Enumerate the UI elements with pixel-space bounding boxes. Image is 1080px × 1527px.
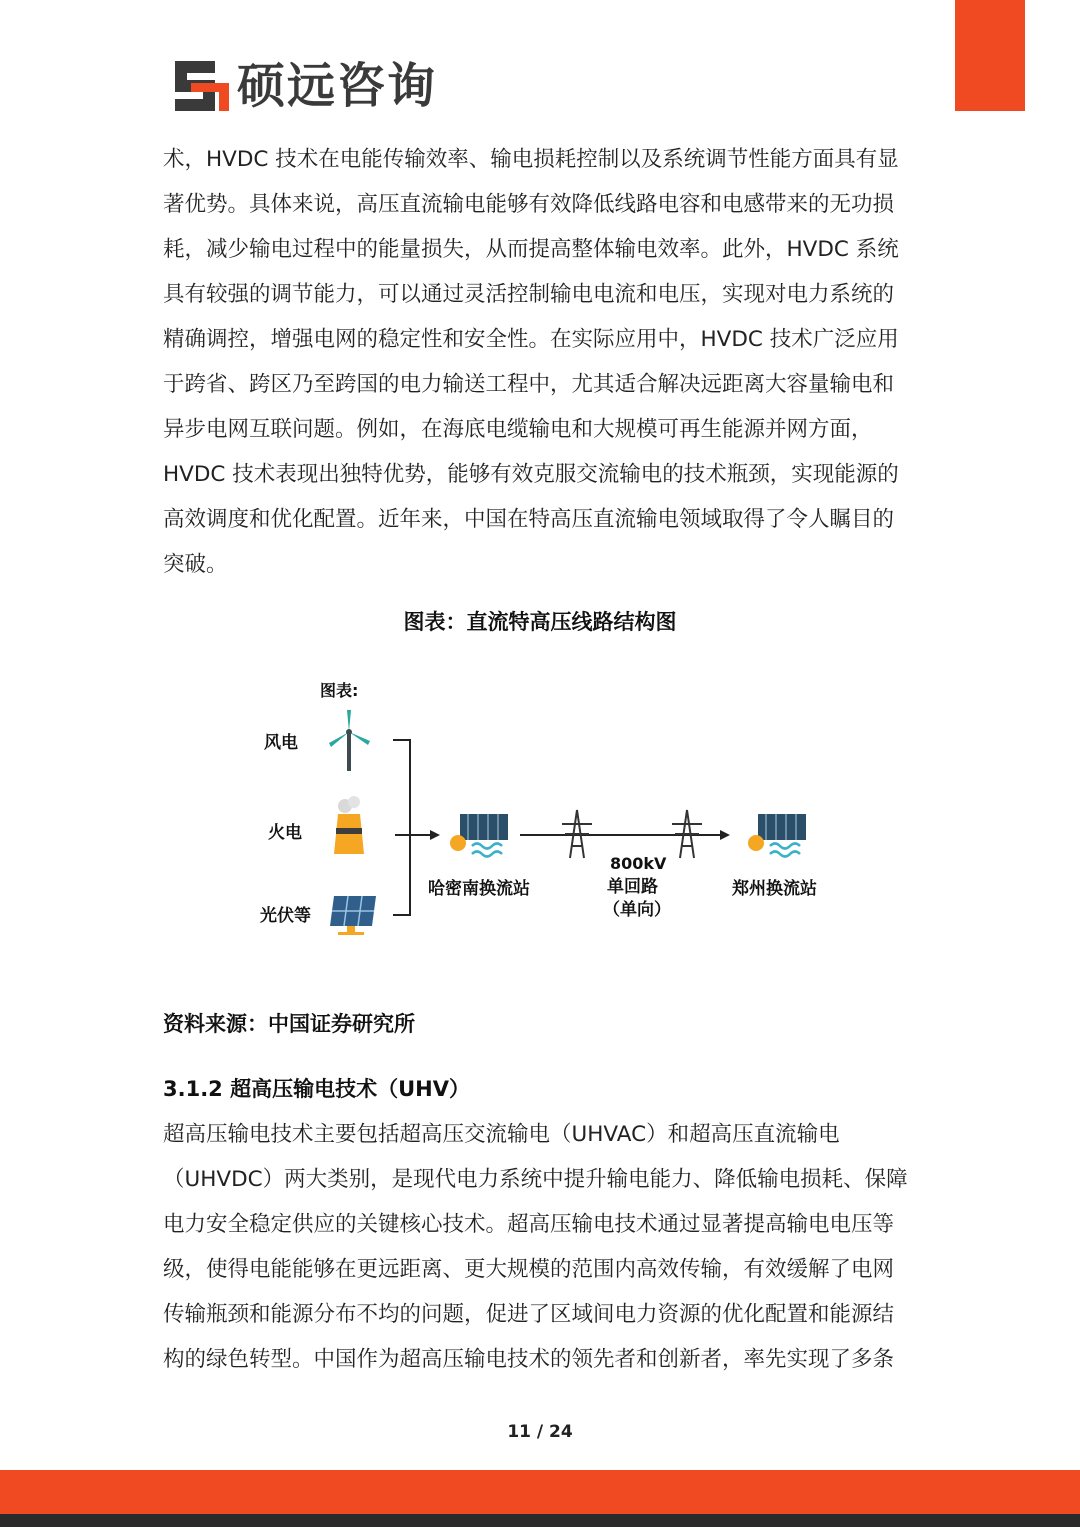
paragraph-line: 耗，减少输电过程中的能量损失，从而提高整体输电效率。此外，HVDC 系统 bbox=[163, 237, 899, 262]
solar-panel-icon bbox=[330, 896, 376, 935]
paragraph-line: 高效调度和优化配置。近年来，中国在特高压直流输电领域取得了令人瞩目的 bbox=[163, 507, 895, 532]
source-label-thermal: 火电 bbox=[268, 823, 302, 843]
body-paragraph-1 bbox=[163, 137, 908, 587]
source-label-solar: 光伏等 bbox=[260, 906, 311, 926]
figure-title: 图表：直流特高压线路结构图 bbox=[403, 610, 677, 634]
station-from-label: 哈密南换流站 bbox=[428, 879, 530, 899]
body-paragraph-2 bbox=[163, 1112, 908, 1382]
line-voltage-label: 800kV bbox=[610, 854, 667, 873]
station-to-label: 郑州换流站 bbox=[732, 879, 817, 899]
line-direction-label: （单向） bbox=[603, 900, 671, 920]
section-heading: 3.1.2 超高压输电技术（UHV） bbox=[163, 1077, 470, 1101]
logo-mark-icon bbox=[175, 61, 229, 111]
converter-station-icon bbox=[748, 814, 806, 857]
company-logo bbox=[175, 58, 437, 114]
paragraph-line: 传输瓶颈和能源分布不均的问题，促进了区域间电力资源的优化配置和能源结 bbox=[163, 1302, 895, 1327]
wind-turbine-icon bbox=[329, 710, 370, 771]
uhvdc-line-diagram bbox=[250, 668, 850, 953]
header-accent-tab bbox=[955, 0, 1025, 111]
converter-station-icon bbox=[450, 814, 508, 857]
paragraph-line: 突破。 bbox=[163, 552, 228, 577]
paragraph-line: HVDC 技术表现出独特优势，能够有效克服交流输电的技术瓶颈，实现能源的 bbox=[163, 462, 899, 487]
paragraph-line: 术，HVDC 技术在电能传输效率、输电损耗控制以及系统调节性能方面具有显 bbox=[163, 147, 899, 172]
paragraph-line: 异步电网互联问题。例如，在海底电缆输电和大规模可再生能源并网方面， bbox=[163, 417, 873, 442]
paragraph-line: 电力安全稳定供应的关键核心技术。超高压输电技术通过显著提高输电电压等 bbox=[163, 1212, 895, 1237]
line-type-label: 单回路 bbox=[607, 877, 658, 897]
paragraph-line: 于跨省、跨区乃至跨国的电力输送工程中，尤其适合解决远距离大容量输电和 bbox=[163, 372, 895, 397]
logo-text: 硕远咨询 bbox=[237, 58, 438, 114]
paragraph-line: 精确调控，增强电网的稳定性和安全性。在实际应用中，HVDC 技术广泛应用 bbox=[163, 327, 899, 352]
source-bracket bbox=[393, 740, 410, 915]
paragraph-line: （UHVDC）两大类别，是现代电力系统中提升输电能力、降低输电损耗、保障 bbox=[163, 1167, 908, 1192]
paragraph-line: 著优势。具体来说，高压直流输电能够有效降低线路电容和电感带来的无功损 bbox=[163, 192, 895, 217]
paragraph-line: 具有较强的调节能力，可以通过灵活控制输电电流和电压，实现对电力系统的 bbox=[163, 282, 895, 307]
diagram-caption: 图表: bbox=[320, 681, 359, 700]
transmission-tower-icon bbox=[672, 810, 702, 858]
source-label-wind: 风电 bbox=[264, 733, 298, 753]
paragraph-line: 构的绿色转型。中国作为超高压输电技术的领先者和创新者，率先实现了多条 bbox=[163, 1347, 895, 1372]
paragraph-line: 超高压输电技术主要包括超高压交流输电（UHVAC）和超高压直流输电 bbox=[163, 1122, 840, 1147]
footer-accent-bar bbox=[0, 1470, 1080, 1514]
footer-dark-strip bbox=[0, 1514, 1080, 1527]
transmission-tower-icon bbox=[562, 810, 592, 858]
paragraph-line: 级，使得电能能够在更远距离、更大规模的范围内高效传输，有效缓解了电网 bbox=[163, 1257, 895, 1282]
page-number: 11 / 24 bbox=[507, 1422, 573, 1442]
thermal-plant-icon bbox=[334, 796, 364, 854]
figure-source: 资料来源：中国证券研究所 bbox=[163, 1012, 415, 1036]
